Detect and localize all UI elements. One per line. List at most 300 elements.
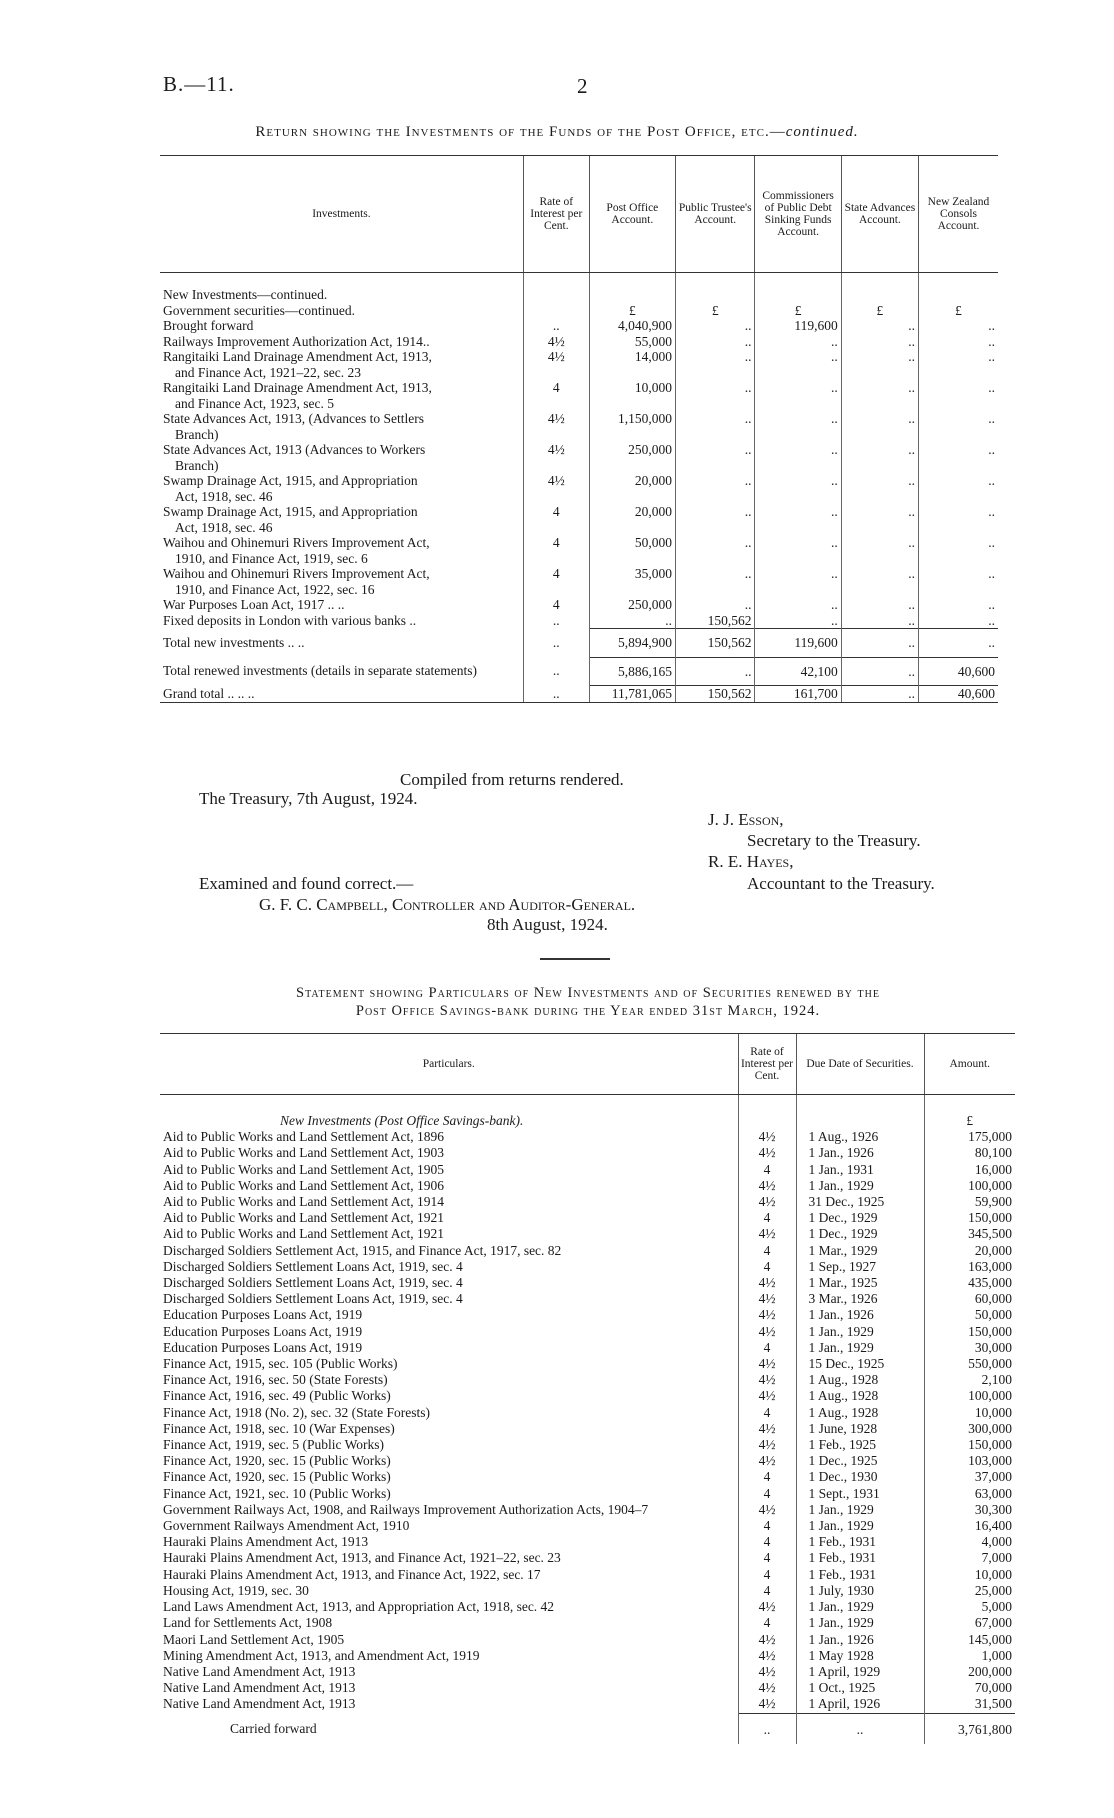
particular-amount: 70,000 <box>924 1680 1015 1696</box>
grand-total-row-cpd: 161,700 <box>755 686 841 703</box>
investment-pt: .. <box>676 504 755 535</box>
fixed-deposits-row-rate: .. <box>523 613 589 629</box>
report-reference: B.—11. <box>163 72 235 96</box>
statement-row <box>160 1421 1015 1437</box>
particular-due-date: 3 Mar., 1926 <box>796 1291 924 1307</box>
investment-pt: .. <box>676 597 755 613</box>
total-renewed-row-pt: .. <box>676 657 755 686</box>
particular-amount: 20,000 <box>924 1243 1015 1259</box>
statement-row <box>160 1145 1015 1161</box>
particular-due-date: 1 Aug., 1926 <box>796 1129 924 1145</box>
investment-title: State Advances Act, 1913 (Advances to Workers <box>163 442 426 457</box>
particular: Finance Act, 1919, sec. 5 (Public Works) <box>163 1437 385 1453</box>
particular: Discharged Soldiers Settlement Act, 1915, and Finance Act, 1917, sec. 82 <box>163 1242 562 1258</box>
particular-due-date: 1 Dec., 1929 <box>796 1226 924 1242</box>
statement-row <box>160 1567 1015 1583</box>
statement-row <box>160 1599 1015 1615</box>
particular: Finance Act, 1920, sec. 15 (Public Works) <box>163 1453 391 1469</box>
investment-rate: 4½ <box>523 349 589 380</box>
statement-row <box>160 1664 1015 1680</box>
particular-due-date: 1 Jan., 1929 <box>796 1518 924 1534</box>
particular-due-date: 1 Jan., 1929 <box>796 1178 924 1194</box>
statement-row <box>160 1291 1015 1307</box>
investment-cpd: .. <box>755 535 841 566</box>
particular-due-date: 1 Sept., 1931 <box>796 1486 924 1502</box>
statement-row <box>160 1162 1015 1178</box>
particular-amount: 150,000 <box>924 1324 1015 1340</box>
particular: Maori Land Settlement Act, 1905 <box>163 1631 345 1647</box>
particular-due-date: 1 Feb., 1931 <box>796 1567 924 1583</box>
investment-nzc: .. <box>918 597 998 613</box>
particular-rate: 4 <box>738 1259 796 1275</box>
particular-rate: 4 <box>738 1567 796 1583</box>
investment-nzc: .. <box>918 380 998 411</box>
investment-pt: .. <box>676 380 755 411</box>
fixed-deposits-row-nzc: .. <box>918 613 998 629</box>
signatory-esson-title: Secretary to the Treasury. <box>747 831 921 850</box>
statement-row <box>160 1340 1015 1356</box>
investment-po: 20,000 <box>589 473 675 504</box>
total-new-row-nzc: .. <box>918 629 998 658</box>
investment-cpd: .. <box>755 411 841 442</box>
particular-rate: 4½ <box>738 1178 796 1194</box>
statement-row <box>160 1129 1015 1145</box>
particular-due-date: 1 Dec., 1930 <box>796 1469 924 1485</box>
currency-cpd: £ <box>755 303 841 319</box>
particular-amount: 59,900 <box>924 1194 1015 1210</box>
investment-row <box>160 411 998 442</box>
investment-rate: 4½ <box>523 411 589 442</box>
particular-rate: 4 <box>738 1583 796 1599</box>
currency-pt: £ <box>676 303 755 319</box>
investment-po: 14,000 <box>589 349 675 380</box>
auditor-date: 8th August, 1924. <box>487 915 608 934</box>
investment-nzc: .. <box>918 504 998 535</box>
particular-due-date: 1 Dec., 1929 <box>796 1210 924 1226</box>
statement-row <box>160 1372 1015 1388</box>
investment-rate: 4 <box>523 566 589 597</box>
particular-due-date: 1 Aug., 1928 <box>796 1372 924 1388</box>
particular-due-date: 1 Jan., 1931 <box>796 1162 924 1178</box>
particular-rate: 4 <box>738 1615 796 1631</box>
particular: Education Purposes Loans Act, 1919 <box>163 1307 363 1323</box>
particular: Education Purposes Loans Act, 1919 <box>163 1323 363 1339</box>
particular-due-date: 1 Jan., 1929 <box>796 1324 924 1340</box>
currency-po: £ <box>589 303 675 319</box>
investment-title: Swamp Drainage Act, 1915, and Appropriation <box>163 473 418 488</box>
investment-nzc: .. <box>918 473 998 504</box>
statement-title <box>163 984 1013 1020</box>
col-due-date: Due Date of Securities. <box>796 1034 924 1095</box>
return-title-continued: continued. <box>785 124 859 140</box>
total-renewed-row-rate: .. <box>523 657 589 686</box>
examined-note: Examined and found correct.— <box>199 874 414 893</box>
col-particulars: Particulars. <box>160 1034 738 1095</box>
fixed-deposits-row-po: .. <box>589 613 675 629</box>
particular-due-date: 1 Feb., 1925 <box>796 1437 924 1453</box>
investment-title-continued: Branch) <box>175 457 219 473</box>
section-divider <box>540 958 610 960</box>
investment-name <box>160 566 523 597</box>
particular-rate: 4 <box>738 1340 796 1356</box>
investment-row <box>160 442 998 473</box>
savings-bank-statement-table <box>160 1033 1015 1744</box>
statement-row <box>160 1502 1015 1518</box>
statement-row <box>160 1259 1015 1275</box>
particular: Native Land Amendment Act, 1913 <box>163 1696 356 1712</box>
particular-due-date: 31 Dec., 1925 <box>796 1194 924 1210</box>
particular: Finance Act, 1916, sec. 50 (State Forests) <box>163 1372 388 1388</box>
particular: Government Railways Amendment Act, 1910 <box>163 1518 410 1534</box>
particular: Mining Amendment Act, 1913, and Amendment Act, 1919 <box>163 1647 480 1663</box>
particular: Land for Settlements Act, 1908 <box>163 1615 333 1631</box>
statement-row <box>160 1550 1015 1566</box>
col-commissioners: Commissioners of Public Debt Sinking Funds Account. <box>755 156 841 273</box>
investment-nzc: .. <box>918 535 998 566</box>
investment-po: 50,000 <box>589 535 675 566</box>
grand-total-row-sa: .. <box>841 686 918 703</box>
investment-po: 250,000 <box>589 442 675 473</box>
investment-rate: 4½ <box>523 334 589 350</box>
statement-row <box>160 1194 1015 1210</box>
investment-rate: .. <box>523 318 589 334</box>
particular: Finance Act, 1918 (No. 2), sec. 32 (State Forests) <box>163 1404 430 1420</box>
carried-forward-row <box>160 1713 1015 1744</box>
investment-sa: .. <box>841 473 918 504</box>
total-new-row-cpd: 119,600 <box>755 629 841 658</box>
particular-amount: 1,000 <box>924 1648 1015 1664</box>
grand-total-row-pt: 150,562 <box>676 686 755 703</box>
particular-rate: 4 <box>738 1518 796 1534</box>
particular-due-date: 1 Aug., 1928 <box>796 1388 924 1404</box>
particular-rate: 4½ <box>738 1437 796 1453</box>
investment-row <box>160 380 998 411</box>
investment-cpd: .. <box>755 597 841 613</box>
particular: Finance Act, 1918, sec. 10 (War Expenses) <box>163 1420 395 1436</box>
particular-due-date: 1 Mar., 1929 <box>796 1243 924 1259</box>
total-new-row-rate: .. <box>523 629 589 658</box>
particular-due-date: 1 Jan., 1929 <box>796 1340 924 1356</box>
investment-cpd: .. <box>755 566 841 597</box>
fixed-deposits-row-cpd: .. <box>755 613 841 629</box>
col-rate: Rate of Interest per Cent. <box>523 156 589 273</box>
investment-row <box>160 566 998 597</box>
investment-title-continued: Act, 1918, sec. 46 <box>175 488 273 504</box>
investment-sa: .. <box>841 535 918 566</box>
particular-rate: 4½ <box>738 1502 796 1518</box>
particular-rate: 4½ <box>738 1194 796 1210</box>
statement-row <box>160 1388 1015 1404</box>
investment-cpd: .. <box>755 442 841 473</box>
particular-amount: 2,100 <box>924 1372 1015 1388</box>
particular-rate: 4½ <box>738 1632 796 1648</box>
investment-row <box>160 349 998 380</box>
investment-title: Rangitaiki Land Drainage Amendment Act, 1913, <box>163 380 432 395</box>
statement-row <box>160 1453 1015 1469</box>
total-renewed-row <box>160 657 998 686</box>
particular-amount: 30,300 <box>924 1502 1015 1518</box>
particular: Hauraki Plains Amendment Act, 1913, and Finance Act, 1921–22, sec. 23 <box>163 1550 561 1566</box>
particular-due-date: 1 May 1928 <box>796 1648 924 1664</box>
currency-sa: £ <box>841 303 918 319</box>
investment-row <box>160 473 998 504</box>
particular-rate: 4½ <box>738 1324 796 1340</box>
section-government-securities: Government securities—continued. <box>163 302 355 318</box>
particular-rate: 4½ <box>738 1372 796 1388</box>
particular-rate: 4 <box>738 1469 796 1485</box>
signatory-hayes: R. E. Hayes, <box>708 852 794 871</box>
investment-rate: 4 <box>523 597 589 613</box>
statement-row <box>160 1486 1015 1502</box>
grand-total-row-po: 11,781,065 <box>589 686 675 703</box>
investment-title: Waihou and Ohinemuri Rivers Improvement Act, <box>163 566 430 581</box>
statement-row <box>160 1226 1015 1242</box>
statement-section: New Investments (Post Office Savings-bank). <box>280 1113 524 1128</box>
total-new-row-po: 5,894,900 <box>589 629 675 658</box>
statement-row <box>160 1534 1015 1550</box>
investment-nzc: .. <box>918 442 998 473</box>
signatory-hayes-title: Accountant to the Treasury. <box>747 874 935 893</box>
particular-due-date: 1 Jan., 1929 <box>796 1502 924 1518</box>
investment-cpd: .. <box>755 349 841 380</box>
particular-amount: 7,000 <box>924 1550 1015 1566</box>
carried-forward-label: Carried forward <box>230 1721 317 1737</box>
investment-title: Swamp Drainage Act, 1915, and Appropriation <box>163 504 418 519</box>
compiled-note: Compiled from returns rendered. <box>400 770 624 789</box>
investment-cpd: .. <box>755 380 841 411</box>
particular-amount: 200,000 <box>924 1664 1015 1680</box>
investment-po: 1,150,000 <box>589 411 675 442</box>
statement-row <box>160 1210 1015 1226</box>
grand-total-row-rate: .. <box>523 686 589 703</box>
investment-sa: .. <box>841 411 918 442</box>
statement-row <box>160 1324 1015 1340</box>
investment-sa: .. <box>841 597 918 613</box>
particular: Government Railways Act, 1908, and Railways Improvement Authorization Acts, 1904–7 <box>163 1501 649 1517</box>
investment-nzc: .. <box>918 318 998 334</box>
col-nz-consols: New Zealand Consols Account. <box>918 156 998 273</box>
particular-amount: 16,400 <box>924 1518 1015 1534</box>
total-renewed-row-nzc: 40,600 <box>918 657 998 686</box>
investment-row <box>160 504 998 535</box>
particular-rate: 4½ <box>738 1388 796 1404</box>
particular-due-date: 1 Mar., 1925 <box>796 1275 924 1291</box>
investment-po: 10,000 <box>589 380 675 411</box>
particular: Aid to Public Works and Land Settlement Act, 1914 <box>163 1194 445 1210</box>
particular: Discharged Soldiers Settlement Loans Act, 1919, sec. 4 <box>163 1291 463 1307</box>
statement-row <box>160 1405 1015 1421</box>
particular-rate: 4½ <box>738 1599 796 1615</box>
particular-rate: 4½ <box>738 1307 796 1323</box>
investment-row <box>160 334 998 350</box>
total-new-row-pt: 150,562 <box>676 629 755 658</box>
particular-amount: 550,000 <box>924 1356 1015 1372</box>
col-post-office: Post Office Account. <box>589 156 675 273</box>
particular: Native Land Amendment Act, 1913 <box>163 1680 356 1696</box>
investment-rate: 4 <box>523 535 589 566</box>
investment-sa: .. <box>841 334 918 350</box>
investment-title-continued: Branch) <box>175 426 219 442</box>
investment-row <box>160 318 998 334</box>
total-new-row-label: Total new investments .. .. <box>163 634 305 650</box>
grand-total-row-label: Grand total .. .. .. <box>160 686 523 703</box>
return-title-main: Return showing the Investments of the Funds of the Post Office, etc.— <box>255 124 786 140</box>
particular-amount: 67,000 <box>924 1615 1015 1631</box>
particular-amount: 16,000 <box>924 1162 1015 1178</box>
statement-row <box>160 1243 1015 1259</box>
investment-title: Railways Improvement Authorization Act, 1914.. <box>163 333 430 349</box>
statement-row <box>160 1307 1015 1323</box>
statement-row <box>160 1518 1015 1534</box>
investments-return-table <box>160 155 998 703</box>
particular: Finance Act, 1921, sec. 10 (Public Works) <box>163 1485 391 1501</box>
investment-pt: .. <box>676 566 755 597</box>
investment-cpd: 119,600 <box>755 318 841 334</box>
investment-pt: .. <box>676 442 755 473</box>
investment-name <box>160 349 523 380</box>
investment-rate: 4½ <box>523 473 589 504</box>
particular-rate: 4½ <box>738 1664 796 1680</box>
particular: Hauraki Plains Amendment Act, 1913, and Finance Act, 1922, sec. 17 <box>163 1566 541 1582</box>
particular-due-date: 1 Sep., 1927 <box>796 1259 924 1275</box>
investment-cpd: .. <box>755 504 841 535</box>
investment-pt: .. <box>676 411 755 442</box>
currency-nzc: £ <box>918 303 998 319</box>
statement-row <box>160 1469 1015 1485</box>
particular-amount: 10,000 <box>924 1405 1015 1421</box>
investment-cpd: .. <box>755 334 841 350</box>
investment-nzc: .. <box>918 411 998 442</box>
particular-rate: 4 <box>738 1243 796 1259</box>
particular: Housing Act, 1919, sec. 30 <box>163 1582 309 1598</box>
particular-due-date: 1 April, 1926 <box>796 1696 924 1713</box>
particular-amount: 10,000 <box>924 1567 1015 1583</box>
particular-amount: 175,000 <box>924 1129 1015 1145</box>
particular-amount: 100,000 <box>924 1178 1015 1194</box>
particular: Aid to Public Works and Land Settlement Act, 1921 <box>163 1210 445 1226</box>
investment-name <box>160 473 523 504</box>
page-number: 2 <box>577 74 588 98</box>
particular: Aid to Public Works and Land Settlement Act, 1905 <box>163 1161 445 1177</box>
investment-sa: .. <box>841 318 918 334</box>
carried-forward-rate: .. <box>738 1713 796 1744</box>
particular-due-date: 1 April, 1929 <box>796 1664 924 1680</box>
particular: Aid to Public Works and Land Settlement Act, 1896 <box>163 1129 445 1145</box>
particular-rate: 4½ <box>738 1291 796 1307</box>
section-new-investments: New Investments—continued. <box>163 287 328 302</box>
investment-po: 35,000 <box>589 566 675 597</box>
investment-title: Waihou and Ohinemuri Rivers Improvement Act, <box>163 535 430 550</box>
total-renewed-row-sa: .. <box>841 657 918 686</box>
investment-sa: .. <box>841 349 918 380</box>
statement-row <box>160 1356 1015 1372</box>
particular-rate: 4 <box>738 1405 796 1421</box>
statement-title-line1: Statement showing Particulars of New Investments and of Securities renewed by the <box>296 985 880 1001</box>
carried-forward-amount: 3,761,800 <box>924 1713 1015 1744</box>
particular-amount: 435,000 <box>924 1275 1015 1291</box>
investment-sa: .. <box>841 380 918 411</box>
particular-amount: 345,500 <box>924 1226 1015 1242</box>
particular-rate: 4 <box>738 1486 796 1502</box>
investment-row <box>160 535 998 566</box>
particular-amount: 163,000 <box>924 1259 1015 1275</box>
particular-amount: 60,000 <box>924 1291 1015 1307</box>
particular: Aid to Public Works and Land Settlement Act, 1903 <box>163 1145 445 1161</box>
fixed-deposits-row-sa: .. <box>841 613 918 629</box>
statement-header-row <box>160 1034 1015 1095</box>
particular-due-date: 1 Jan., 1929 <box>796 1615 924 1631</box>
investment-name <box>160 504 523 535</box>
particular-amount: 25,000 <box>924 1583 1015 1599</box>
particular-due-date: 1 June, 1928 <box>796 1421 924 1437</box>
statement-row <box>160 1632 1015 1648</box>
particular-rate: 4½ <box>738 1680 796 1696</box>
particular-amount: 31,500 <box>924 1696 1015 1713</box>
particular-rate: 4 <box>738 1550 796 1566</box>
particular-amount: 37,000 <box>924 1469 1015 1485</box>
investment-title: War Purposes Loan Act, 1917 .. .. <box>163 597 345 612</box>
investment-title-continued: 1910, and Finance Act, 1919, sec. 6 <box>175 550 368 566</box>
particular-amount: 30,000 <box>924 1340 1015 1356</box>
investment-name <box>160 380 523 411</box>
particular-due-date: 1 Feb., 1931 <box>796 1534 924 1550</box>
statement-currency: £ <box>924 1113 1015 1129</box>
investment-nzc: .. <box>918 349 998 380</box>
statement-title-line2: Post Office Savings-bank during the Year ended 31st March, 1924. <box>355 1003 821 1019</box>
investment-sa: .. <box>841 504 918 535</box>
particular: Education Purposes Loans Act, 1919 <box>163 1339 363 1355</box>
fixed-deposits-row <box>160 613 998 629</box>
col-investments: Investments. <box>160 156 523 273</box>
return-header-row <box>160 156 998 273</box>
statement-row <box>160 1680 1015 1696</box>
particular-rate: 4½ <box>738 1648 796 1664</box>
investment-sa: .. <box>841 566 918 597</box>
investment-name <box>160 442 523 473</box>
particular: Land Laws Amendment Act, 1913, and Appropriation Act, 1918, sec. 42 <box>163 1599 555 1615</box>
particular: Discharged Soldiers Settlement Loans Act, 1919, sec. 4 <box>163 1258 463 1274</box>
statement-row <box>160 1437 1015 1453</box>
statement-row <box>160 1615 1015 1631</box>
particular-rate: 4½ <box>738 1453 796 1469</box>
investment-pt: .. <box>676 473 755 504</box>
investment-name <box>160 318 523 334</box>
investment-pt: .. <box>676 318 755 334</box>
grand-total-row-nzc: 40,600 <box>918 686 998 703</box>
particular-due-date: 1 Jan., 1929 <box>796 1599 924 1615</box>
particular-rate: 4 <box>738 1210 796 1226</box>
signatory-esson: J. J. Esson, <box>708 810 784 829</box>
particular-due-date: 1 Jan., 1926 <box>796 1145 924 1161</box>
investment-title: State Advances Act, 1913, (Advances to Settlers <box>163 411 424 426</box>
fixed-deposits-row-pt: 150,562 <box>676 613 755 629</box>
investment-title-continued: 1910, and Finance Act, 1922, sec. 16 <box>175 581 375 597</box>
investment-po: 250,000 <box>589 597 675 613</box>
investment-name <box>160 334 523 350</box>
particular-amount: 103,000 <box>924 1453 1015 1469</box>
particular-amount: 100,000 <box>924 1388 1015 1404</box>
col-st-rate: Rate of Interest per Cent. <box>738 1034 796 1095</box>
return-title <box>0 124 1114 141</box>
investment-pt: .. <box>676 535 755 566</box>
particular-rate: 4½ <box>738 1696 796 1713</box>
particular-amount: 50,000 <box>924 1307 1015 1323</box>
statement-row <box>160 1648 1015 1664</box>
particular: Hauraki Plains Amendment Act, 1913 <box>163 1534 369 1550</box>
total-new-row-sa: .. <box>841 629 918 658</box>
investment-row <box>160 597 998 613</box>
fixed-deposits-row-label: Fixed deposits in London with various banks .. <box>163 612 417 628</box>
